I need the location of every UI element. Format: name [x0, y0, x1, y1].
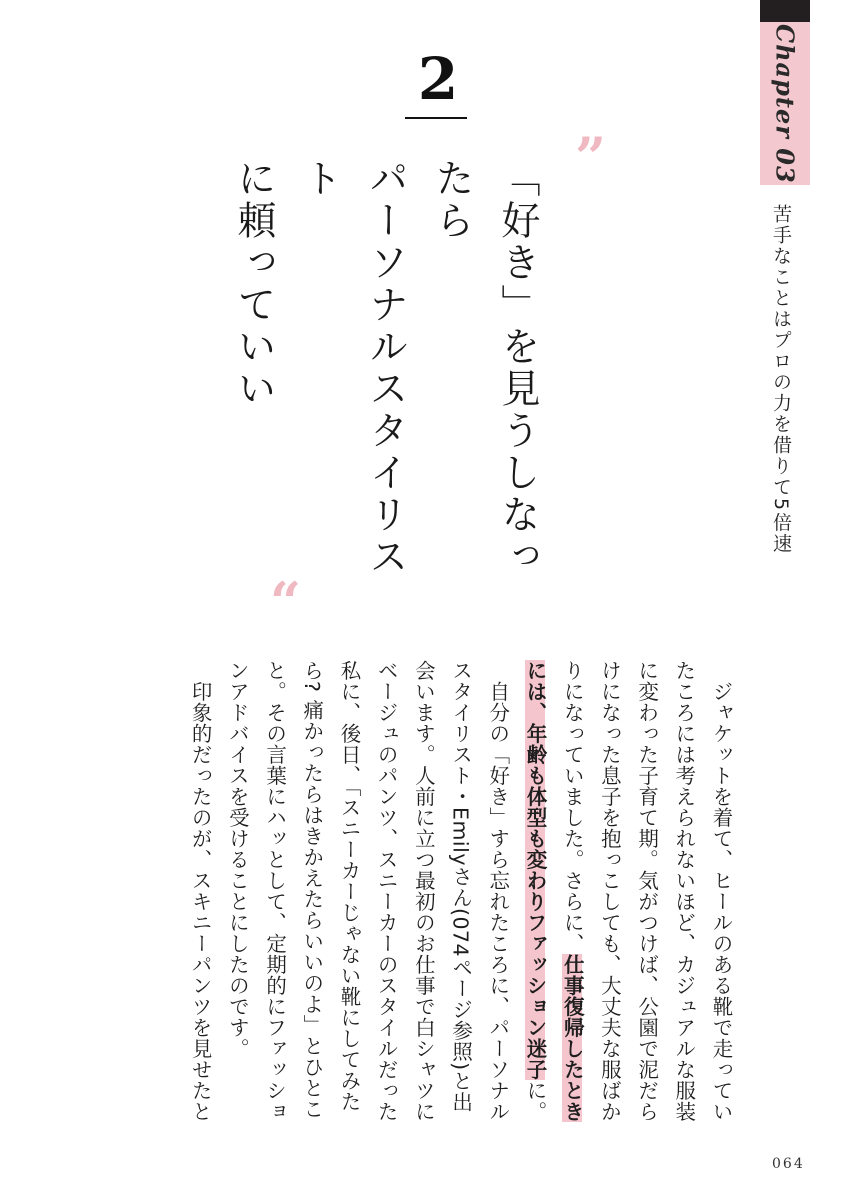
chapter-tab-top	[760, 0, 810, 22]
paragraph-1-end: に。	[522, 1080, 547, 1122]
quote-close-mark: “	[270, 570, 302, 634]
quote-open-mark: ”	[575, 125, 607, 189]
section-number-rule	[405, 117, 467, 119]
heading-line-3: に頼っていい	[231, 158, 276, 410]
highlighted-phrase: 仕事復帰したときには、年齢も体型も変わりファッション迷子	[522, 660, 585, 1122]
heading-line-1: 「好き」を見うしなったら	[429, 158, 540, 578]
paragraph-1	[516, 660, 739, 1132]
paragraph-2: 自分の「好き」すら忘れたころに、パーソナルスタイリスト・Emilyさん(074ページ参照)と出会います。人前に立つ最初のお仕事で白シャツにベージュのパンツ、スニーカーのスタイルだった私に、後日、「スニーカーじゃない靴にしてみたら? 痛かったらはきかえたらいいのよ」とひとこと。その言葉にハッとして、定期的にファッションアドバイスを受けることにしたのです。	[225, 660, 510, 1122]
section-number: 2	[417, 45, 459, 113]
body-text	[181, 660, 739, 1132]
chapter-tab	[760, 22, 810, 185]
chapter-label: Chapter 03	[770, 23, 800, 184]
heading-line-2: パーソナルスタイリスト	[297, 158, 408, 578]
paragraph-1-text: ジャケットを着て、ヒールのある靴で走っていたころには考えられないほど、カジュアルな服装に変わった子育て期。気がつけば、公園で泥だらけになった息子を抱っこしても、大丈夫な服ばかりになっていました。さらに、	[560, 660, 733, 1122]
paragraph-3: 印象的だったのが、スキニーパンツを見せたと	[188, 680, 213, 1122]
page-number: 064	[772, 1156, 805, 1172]
section-heading	[220, 158, 550, 618]
chapter-subtitle: 苦手なことはプロの力を借りて5倍速	[770, 204, 792, 555]
